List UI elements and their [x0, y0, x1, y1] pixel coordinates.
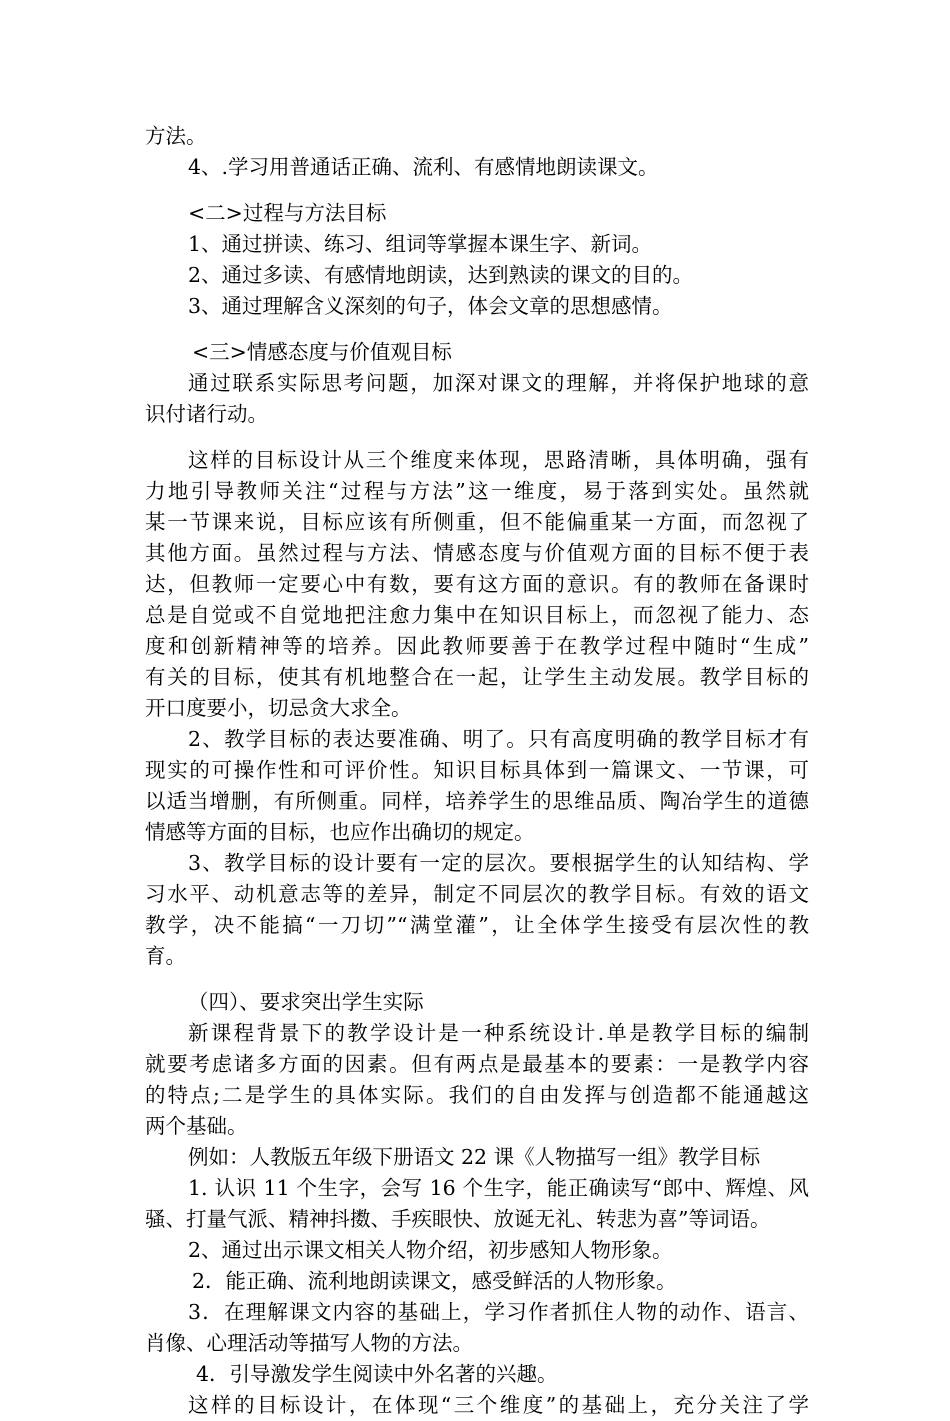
paragraph-line: 现实的可操作性和可评价性。知识目标具体到一篇课文、一节课，可 — [145, 758, 809, 782]
paragraph-line: 育。 — [145, 944, 186, 968]
paragraph-line: 开口度要小，切忌贪大求全。 — [145, 696, 412, 720]
paragraph-line: 新课程背景下的教学设计是一种系统设计.单是教学目标的编制 — [188, 1021, 809, 1045]
paragraph-line: 教学，决不能搞“一刀切”“满堂灌”，让全体学生接受有层次性的教 — [145, 913, 809, 937]
paragraph-line: 达，但教师一定要心中有数，要有这方面的意识。有的教师在备课时 — [145, 572, 809, 596]
paragraph-line: 习水平、动机意志等的差异，制定不同层次的教学目标。有效的语文 — [145, 882, 809, 906]
section-heading: <三>情感态度与价值观目标 — [192, 340, 452, 364]
paragraph-line: 的特点;二是学生的具体实际。我们的自由发挥与创造都不能通越这 — [145, 1083, 809, 1107]
list-item: 骚、打量气派、精神抖擞、手疾眼快、放诞无礼、转悲为喜”等词语。 — [145, 1207, 771, 1231]
paragraph-line: 其他方面。虽然过程与方法、情感态度与价值观方面的目标不便于表 — [145, 541, 809, 565]
paragraph-line: 这样的目标设计，在体现“三个维度”的基础上，充分关注了学 — [188, 1393, 809, 1417]
list-item: 2、通过多读、有感情地朗读，达到熟读的课文的目的。 — [188, 263, 694, 287]
list-item: 4、.学习用普通话正确、流利、有感情地朗读课文。 — [188, 155, 659, 179]
spacer — [145, 322, 809, 337]
section-heading: （四）、要求突出学生实际 — [188, 990, 424, 1014]
list-item: 肖像、心理活动等描写人物的方法。 — [145, 1331, 473, 1355]
list-item: 4．引导激发学生阅读中外名著的兴趣。 — [196, 1362, 558, 1386]
list-item: 2、通过出示课文相关人物介绍，初步感知人物形象。 — [188, 1238, 673, 1262]
paragraph-line: 方法。 — [145, 124, 207, 148]
paragraph-line: 识付诸行动。 — [145, 402, 268, 426]
spacer — [145, 430, 809, 445]
paragraph-line: 某一节课来说，目标应该有所侧重，但不能偏重某一方面，而忽视了 — [145, 510, 809, 534]
section-heading: <二>过程与方法目标 — [188, 201, 387, 225]
paragraph-line: 力地引导教师关注“过程与方法”这一维度，易于落到实处。虽然就 — [145, 479, 809, 503]
example-heading: 例如：人教版五年级下册语文 22 课《人物描写一组》教学目标 — [188, 1145, 761, 1169]
spacer — [145, 183, 809, 198]
paragraph-line: 就要考虑诸多方面的因素。但有两点是最基本的要素：一是教学内容 — [145, 1052, 809, 1076]
list-item: 1. 认识 11 个生字，会写 16 个生字，能正确读写“郎中、辉煌、风 — [188, 1176, 809, 1200]
list-item: 1、通过拼读、练习、组词等掌握本课生字、新词。 — [188, 232, 653, 256]
list-item: 2．能正确、流利地朗读课文，感受鲜活的人物形象。 — [192, 1269, 677, 1293]
paragraph-line: 通过联系实际思考问题，加深对课文的理解，并将保护地球的意 — [188, 371, 809, 395]
paragraph-line: 这样的目标设计从三个维度来体现，思路清晰，具体明确，强有 — [188, 448, 809, 472]
paragraph-line: 两个基础。 — [145, 1114, 248, 1138]
paragraph-line: 总是自觉或不自觉地把注愈力集中在知识目标上，而忽视了能力、态 — [145, 603, 809, 627]
paragraph-line: 度和创新精神等的培养。因此教师要善于在教学过程中随时“生成” — [145, 634, 809, 658]
paragraph-line: 3、教学目标的设计要有一定的层次。要根据学生的认知结构、学 — [188, 851, 809, 875]
paragraph-line: 2、教学目标的表达要准确、明了。只有高度明确的教学目标才有 — [188, 727, 809, 751]
paragraph-line: 有关的目标，使其有机地整合在一起，让学生主动发展。教学目标的 — [145, 665, 809, 689]
list-item: 3．在理解课文内容的基础上，学习作者抓住人物的动作、语言、 — [188, 1300, 809, 1324]
paragraph-line: 以适当增删，有所侧重。同样，培养学生的思维品质、陶冶学生的道德 — [145, 789, 809, 813]
document-page — [145, 121, 809, 1421]
paragraph-line: 情感等方面的目标，也应作出确切的规定。 — [145, 820, 535, 844]
spacer — [145, 972, 809, 987]
list-item: 3、通过理解含义深刻的句子，体会文章的思想感情。 — [188, 294, 673, 318]
